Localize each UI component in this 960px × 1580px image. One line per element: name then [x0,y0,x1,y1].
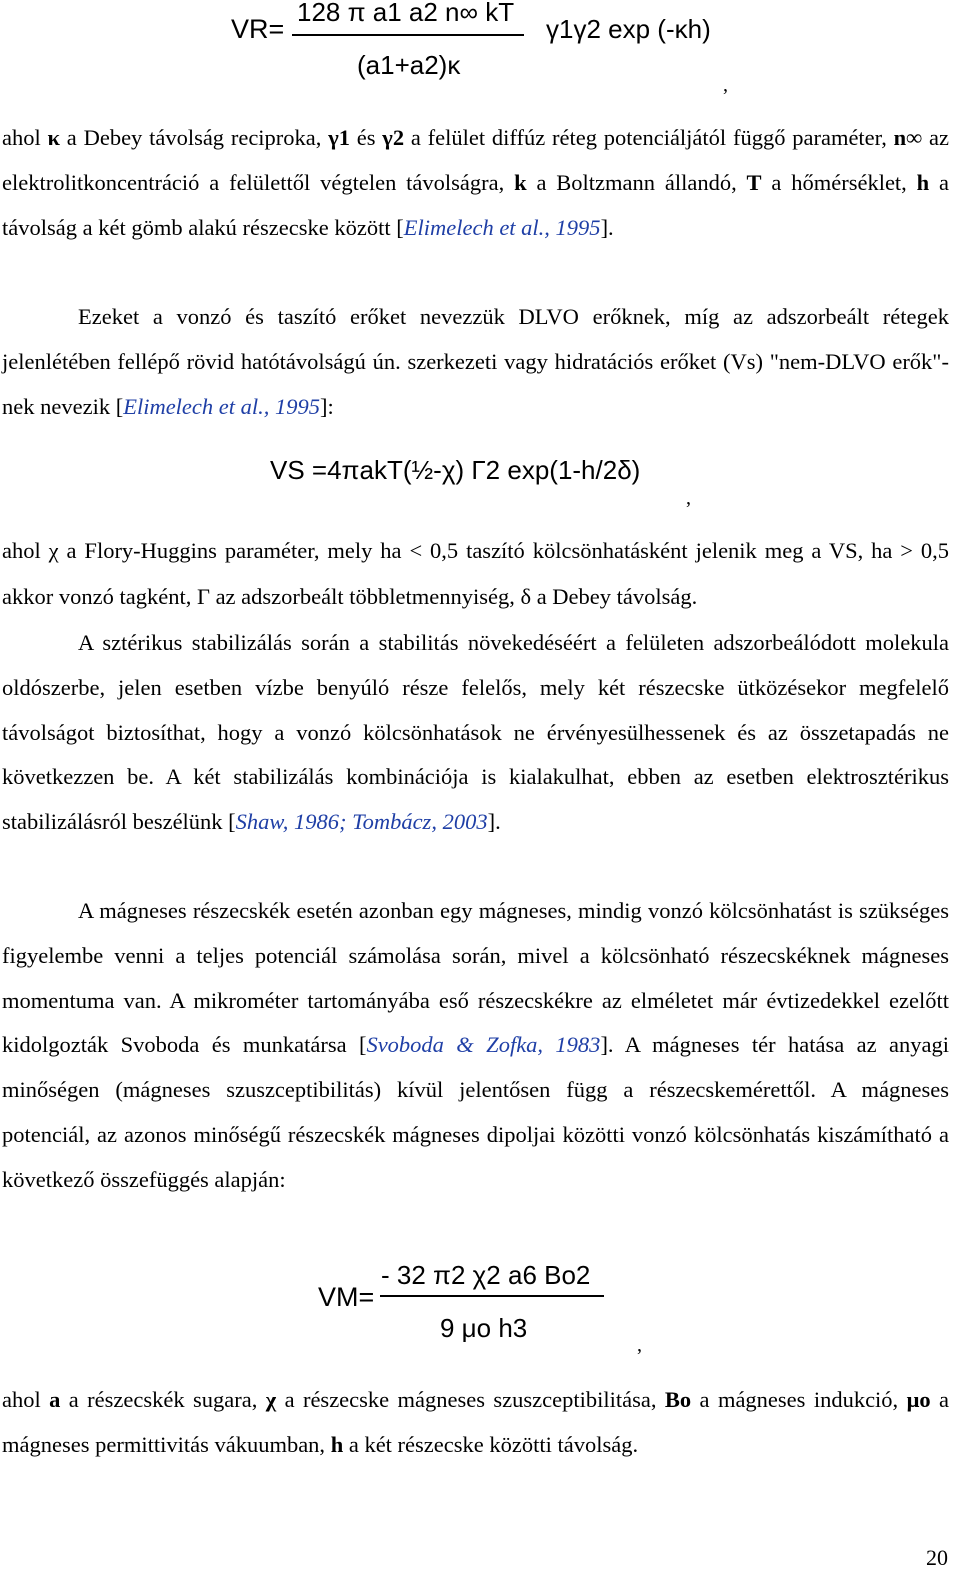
formula-vr-lhs: VR= [231,14,285,44]
text: A sztérikus stabilizálás során a stabilitás növekedéséért a felületen adszorbeálódott molekula oldószerbe, jelen esetben vízbe benyúló része felelős, mely két részecske ütközésekor megfelelő távolságot biztosíthat, hogy a vonzó kölcsönhatások ne érvényesülhessenek és az összetapadás ne következzen be. A két stabilizálás kombinációja is kialakulhat, ebben az esetben elektrosztérikus stabilizálásról beszélünk [ [2,630,949,835]
text: a mágneses permittivitás vákuumban, [2,1387,949,1457]
text: a távolság a két gömb alakú részecske között [ [2,169,949,240]
paragraph-steric [2,621,949,845]
symbol-gamma1: γ1 [328,125,350,150]
formula-vr-comma: , [723,74,728,96]
symbol-T: T [746,169,762,195]
text: a felület diffúz réteg potenciáljától függő paraméter, [404,125,894,150]
symbol-kappa: κ [47,125,61,150]
symbol-gamma2: γ2 [382,125,405,150]
formula-vm-comma: , [637,1334,642,1356]
formula-vs-comma: , [686,487,691,509]
text: A mágneses részecskék esetén azonban egy mágneses, mindig vonzó kölcsönhatást is szükséges figyelembe venni a teljes potenciál számolása során, mivel a kölcsönható részecskéknek mágneses momentuma van. A mikrométer tartományába eső részecskékre az elméletet már évtizedekkel ezelőtt kidolgozták Svoboda és munkatársa [ [2,898,949,1058]
text: Ezeket a vonzó és taszító erőket nevezzük DLVO erőknek, míg az adszorbeált rétegek jelenlétében fellépő rövid hatótávolságú ún. szerkezeti vagy hidratációs erőket (Vs) "nem-DLVO erők"-nek nevezik [ [2,304,949,419]
formula-vr-numerator: 128 π a1 a2 n∞ kT [297,0,515,27]
text: ]: [320,393,334,419]
text: a Boltzmann állandó, [526,169,747,195]
symbol-a: a [49,1387,61,1412]
formula-vm-numerator: - 32 π2 χ2 a6 Bo2 [381,1260,591,1290]
symbol-n-infinity: n∞ [893,125,923,150]
paragraph-flory-huggins: ahol χ a Flory-Huggins paraméter, mely ha < 0,5 taszító kölcsönhatásként jelenik meg a VS, ha > 0,5 akkor vonzó tagként, Γ az adszorbeált többletmennyiség, δ a Debey távolság. [2,538,949,609]
formula-vm-fraction-bar [380,1295,604,1297]
symbol-mu-o: μo [906,1387,931,1412]
text: a Debey távolság reciproka, [60,125,329,150]
paragraph-dlvo [2,295,949,429]
formula-vm-lhs: VM= [318,1282,375,1312]
text: ahol [2,1387,50,1412]
text: a hőmérséklet, [761,169,917,195]
text: az elektrolitkoncentráció a felülettől végtelen távolságra, [2,125,949,195]
text: ]. A mágneses tér hatása az anyagi minőségen (mágneses szuszceptibilitás) kívül jelentősen függ a részecskemérettől. A mágneses potenciál, az azonos minőségű részecskék mágneses dipoljai közötti vonzó kölcsönhatás kiszámítható a következő összefüggés alapján: [2,1032,949,1192]
text: ]. [600,214,614,240]
symbol-Bo: Bo [664,1387,692,1412]
citation-link[interactable]: Elimelech et al., 1995 [403,214,601,240]
text: ]. [487,809,501,835]
formula-vr-factor: γ1γ2 exp (-κh) [546,14,711,44]
formula-vr-fraction-bar [292,34,524,36]
text: ahol [2,125,48,150]
symbol-h: h [330,1431,344,1457]
paragraph-definitions-vm [2,1378,949,1468]
text: a részecskék sugara, [60,1387,266,1412]
symbol-h: h [916,169,930,195]
symbol-chi: χ [265,1387,277,1412]
citation-link[interactable]: Svoboda & Zofka, 1983 [366,1032,601,1058]
page-number: 20 [926,1545,948,1570]
text: a részecske mágneses szuszceptibilitása, [276,1387,665,1412]
formula-vr-denominator: (a1+a2)κ [357,50,461,80]
paragraph-magnetic [2,889,949,1203]
symbol-k: k [514,169,527,195]
paragraph-definitions-vr [2,116,949,250]
citation-link[interactable]: Elimelech et al., 1995 [123,393,321,419]
formula-vs-expression: VS =4πakT(½-χ) Γ2 exp(1-h/2δ) [270,455,641,485]
text: a két részecske közötti távolság. [343,1431,639,1457]
text: és [349,125,383,150]
formula-vm-denominator: 9 μo h3 [440,1313,528,1343]
citation-link[interactable]: Shaw, 1986; Tombácz, 2003 [235,809,488,835]
text: a mágneses indukció, [691,1387,907,1412]
